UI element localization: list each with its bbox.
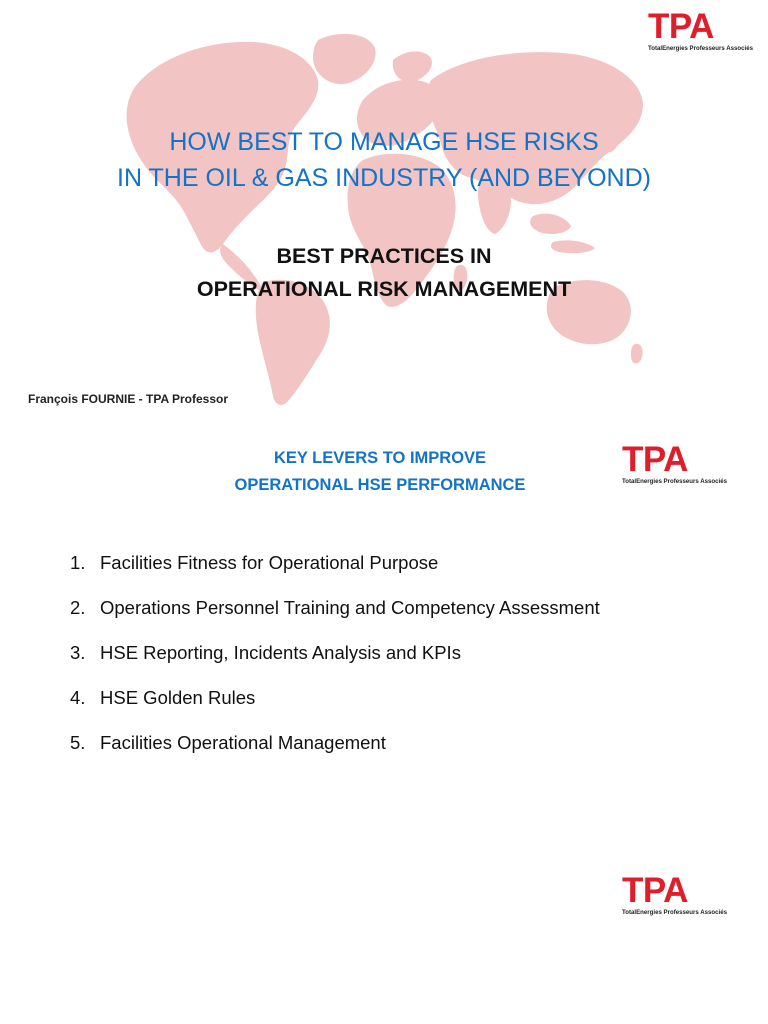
closing-slide — [0, 806, 768, 1024]
list-item: 4. HSE Golden Rules — [70, 687, 256, 708]
tpa-logo-subtitle: TotalEnergies Professeurs Associés — [648, 45, 753, 52]
world-map-image — [113, 20, 648, 412]
list-item: 2. Operations Personnel Training and Competency Assessment — [70, 597, 600, 618]
key-levers-slide — [0, 410, 768, 806]
slide-subtitle-line1: BEST PRACTICES IN — [276, 244, 492, 268]
author-credit: François FOURNIE - TPA Professor — [28, 392, 229, 406]
tpa-logo — [622, 871, 742, 916]
list-item: 3. HSE Reporting, Incidents Analysis and KPIs — [70, 642, 461, 663]
levers-list — [70, 540, 600, 765]
tpa-logo-mark: TPA — [622, 440, 688, 479]
tpa-logo-mark: TPA — [622, 871, 688, 910]
title-slide — [0, 0, 768, 410]
slide-title-line1: HOW BEST TO MANAGE HSE RISKS — [169, 128, 599, 156]
slide-title-line1: KEY LEVERS TO IMPROVE — [273, 449, 487, 467]
slide-title-line2: IN THE OIL & GAS INDUSTRY (AND BEYOND) — [117, 164, 651, 192]
slide-subtitle-line2: OPERATIONAL RISK MANAGEMENT — [196, 277, 572, 301]
list-item: 1. Facilities Fitness for Operational Purpose — [70, 552, 439, 573]
tpa-logo-subtitle: TotalEnergies Professeurs Associés — [622, 909, 727, 916]
slide-title-line2: OPERATIONAL HSE PERFORMANCE — [234, 476, 526, 494]
tpa-logo — [648, 7, 768, 52]
list-item: 5. Facilities Operational Management — [70, 732, 386, 753]
tpa-logo-mark: TPA — [648, 7, 714, 46]
tpa-logo-subtitle: TotalEnergies Professeurs Associés — [622, 478, 727, 485]
